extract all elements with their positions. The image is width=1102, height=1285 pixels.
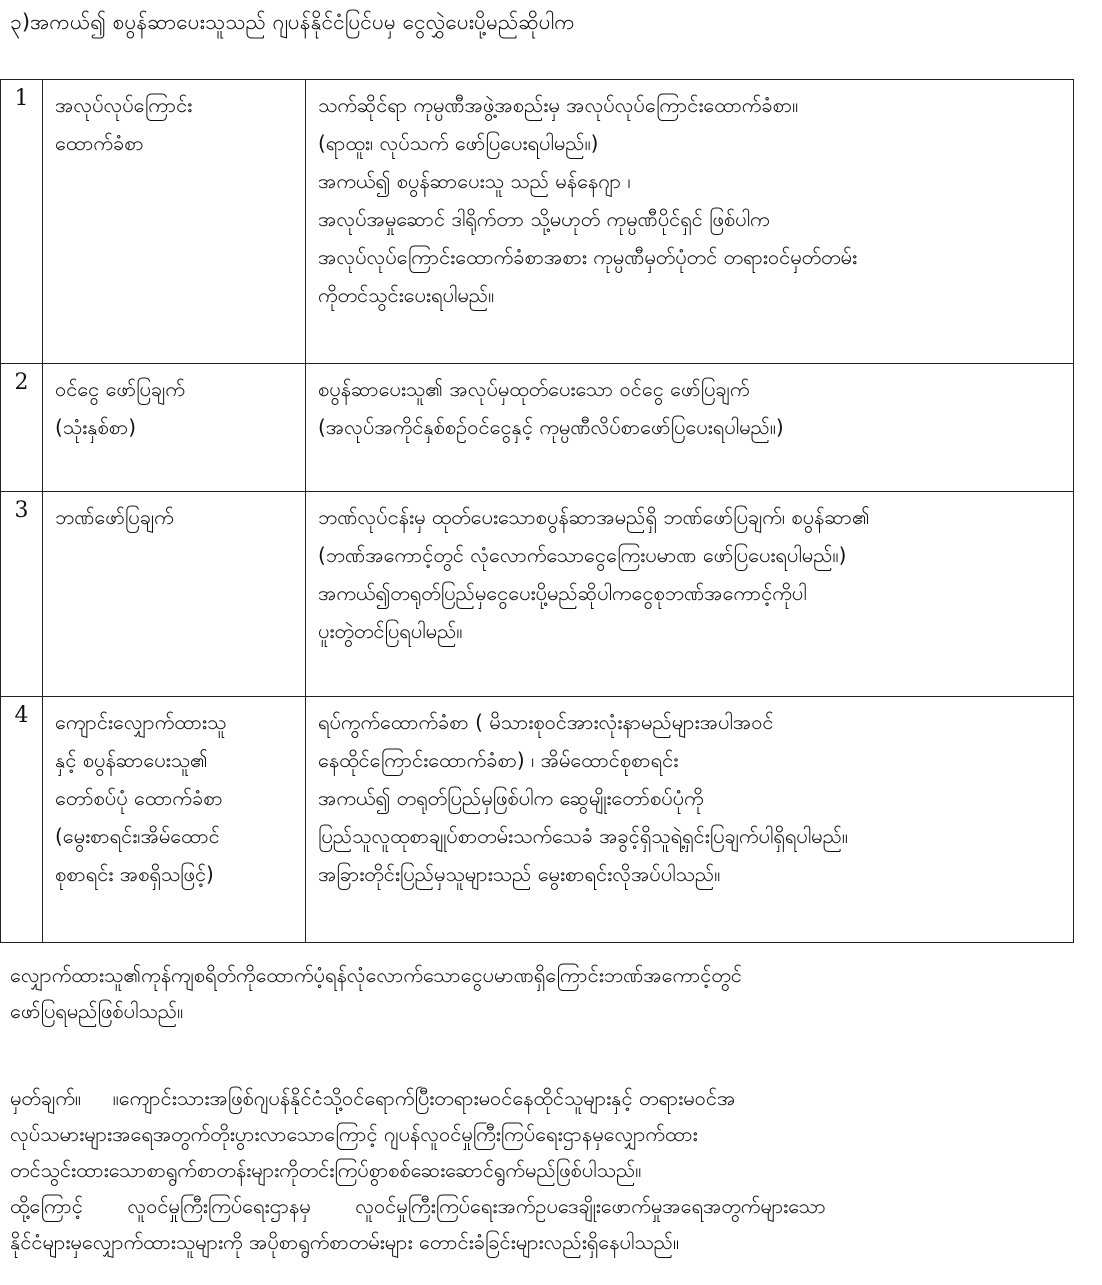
detail-line: (ဘဏ်အကောင့်တွင် လုံလောက်သောငွေကြေးပမာဏ ဖော်ပြပေးရပါမည်။) (318, 543, 847, 567)
table-row (1, 492, 1074, 697)
detail-line: စပွန်ဆာပေးသူ၏ အလုပ်မှထုတ်ပေးသော ဝင်ငွေ ဖော်ပြချက် (318, 377, 750, 401)
table-row (1, 364, 1074, 492)
document-name-line: (မွေးစာရင်း၊အိမ်ထောင် (55, 824, 220, 848)
document-detail-cell (306, 80, 1074, 364)
document-detail-cell (306, 492, 1074, 697)
detail-line: ဘဏ်လုပ်ငန်းမှ ထုတ်ပေးသောစပွန်ဆာအမည်ရှိ ဘဏ်ဖော်ပြချက်၊ စပွန်ဆာ၏ (318, 505, 870, 529)
document-name-cell (43, 492, 306, 697)
detail-line: အလုပ်လုပ်ကြောင်းထောက်ခံစာအစား ကုမ္ပဏီမှတ်ပုံတင် တရားဝင်မှတ်တမ်း (318, 245, 858, 269)
note-line: ထို့ကြောင့် လူဝင်မှုကြီးကြပ်ရေးဌာနမှ လူဝင်မှုကြီးကြပ်ရေးအက်ဥပဒေချိုးဖောက်မှုအရေအတွက်များသော (10, 1194, 826, 1218)
section-heading: ၃)အကယ်၍ စပွန်ဆာပေးသူသည် ဂျပန်နိုင်ငံပြင်ပမှ ငွေလွှဲပေးပို့မည်ဆိုပါက (10, 10, 575, 34)
table-row (1, 697, 1074, 943)
detail-line: ရပ်ကွက်ထောက်ခံစာ ( မိသားစုဝင်အားလုံးနာမည်များအပါအဝင် (318, 710, 774, 734)
document-name-line: (သုံးနှစ်စာ) (55, 415, 137, 439)
detail-line: အကယ်၍ တရုတ်ပြည်မှဖြစ်ပါက ဆွေမျိုးတော်စပ်ပုံကို (318, 786, 704, 810)
document-detail-cell (306, 364, 1074, 492)
detail-line: ကိုတင်သွင်းပေးရပါမည်။ (318, 283, 495, 307)
document-name-cell (43, 364, 306, 492)
document-name-line: အလုပ်လုပ်ကြောင်း (55, 93, 193, 117)
detail-line: နေထိုင်ကြောင်းထောက်ခံစာ) ၊ အိမ်ထောင်စုစာရင်း (318, 748, 679, 772)
document-name-line: ဝင်ငွေ ဖော်ပြချက် (55, 377, 185, 401)
document-name-line: ကျောင်းလျှောက်ထားသူ (55, 710, 227, 734)
document-detail-cell (306, 697, 1074, 943)
note-line: လုပ်သမားများအရေအတွက်တိုးပွားလာသောကြောင့် ဂျပန်လူဝင်မှုကြီးကြပ်ရေးဌာနမှလျှောက်ထား (10, 1122, 698, 1146)
document-name-cell (43, 697, 306, 943)
requirements-table (0, 79, 1074, 943)
document-name-cell (43, 80, 306, 364)
detail-line: အခြားတိုင်းပြည်မှသူများသည် မွေးစာရင်းလိုအပ်ပါသည်။ (318, 862, 721, 886)
row-number: 4 (1, 697, 43, 943)
row-number: 3 (1, 492, 43, 697)
bank-paragraph (10, 957, 742, 1029)
note-paragraph (10, 1080, 826, 1260)
document-name-line: တော်စပ်ပုံ ထောက်ခံစာ (55, 786, 223, 810)
document-name-line: ထောက်ခံစာ (55, 131, 144, 155)
paragraph-line: ဖော်ပြရမည်ဖြစ်ပါသည်။ (10, 999, 184, 1023)
table-row (1, 80, 1074, 364)
document-name-line: နှင့် စပွန်ဆာပေးသူ၏ (55, 748, 208, 772)
document-name-line: စုစာရင်း အစရှိသဖြင့်) (55, 862, 214, 886)
note-line: နိုင်ငံများမှလျှောက်ထားသူများကို အပိုစာရွက်စာတမ်းများ တောင်းခံခြင်းများလည်းရှိနေပါသည်။ (10, 1230, 680, 1254)
detail-line: အလုပ်အမှုဆောင် ဒါရိုက်တာ သို့မဟုတ် ကုမ္ပဏီပိုင်ရှင် ဖြစ်ပါက (318, 207, 770, 231)
detail-line: (ရာထူး၊ လုပ်သက် ဖော်ပြပေးရပါမည်။) (318, 131, 599, 155)
document-name-line: ဘဏ်ဖော်ပြချက် (55, 505, 174, 529)
note-line: မှတ်ချက်။ ။ကျောင်းသားအဖြစ်ဂျပန်နိုင်ငံသို့ဝင်ရောက်ပြီးတရားမဝင်နေထိုင်သူများနှင့် တရားမဝင်အ (10, 1086, 736, 1110)
detail-line: သက်ဆိုင်ရာ ကုမ္ပဏီအဖွဲ့အစည်းမှ အလုပ်လုပ်ကြောင်းထောက်ခံစာ။ (318, 93, 799, 117)
note-line: တင်သွင်းထားသောစာရွက်စာတန်းများကိုတင်းကြပ်စွာစစ်ဆေးဆောင်ရွက်မည်ဖြစ်ပါသည်။ (10, 1158, 642, 1182)
row-number: 2 (1, 364, 43, 492)
detail-line: (အလုပ်အကိုင်နှစ်စဉ်ဝင်ငွေနှင့် ကုမ္ပဏီလိပ်စာဖော်ပြပေးရပါမည်။) (318, 415, 784, 439)
row-number: 1 (1, 80, 43, 364)
detail-line: ပြည်သူလူထုစာချုပ်စာတမ်းသက်သေခံ အခွင့်ရှိသူရဲ့ရှင်းပြချက်ပါရှိရပါမည်။ (318, 824, 848, 848)
detail-line: အကယ်၍တရုတ်ပြည်မှငွေပေးပို့မည်ဆိုပါကငွေစုဘဏ်အကောင့်ကိုပါ (318, 581, 807, 605)
detail-line: အကယ်၍ စပွန်ဆာပေးသူ သည် မန်နေဂျာ ၊ (318, 169, 631, 193)
paragraph-line: လျှောက်ထားသူ၏ကုန်ကျစရိတ်ကိုထောက်ပံ့ရန်လုံလောက်သောငွေပမာဏရှိကြောင်းဘဏ်အကောင့်တွင် (10, 963, 742, 987)
detail-line: ပူးတွဲတင်ပြရပါမည်။ (318, 619, 463, 643)
